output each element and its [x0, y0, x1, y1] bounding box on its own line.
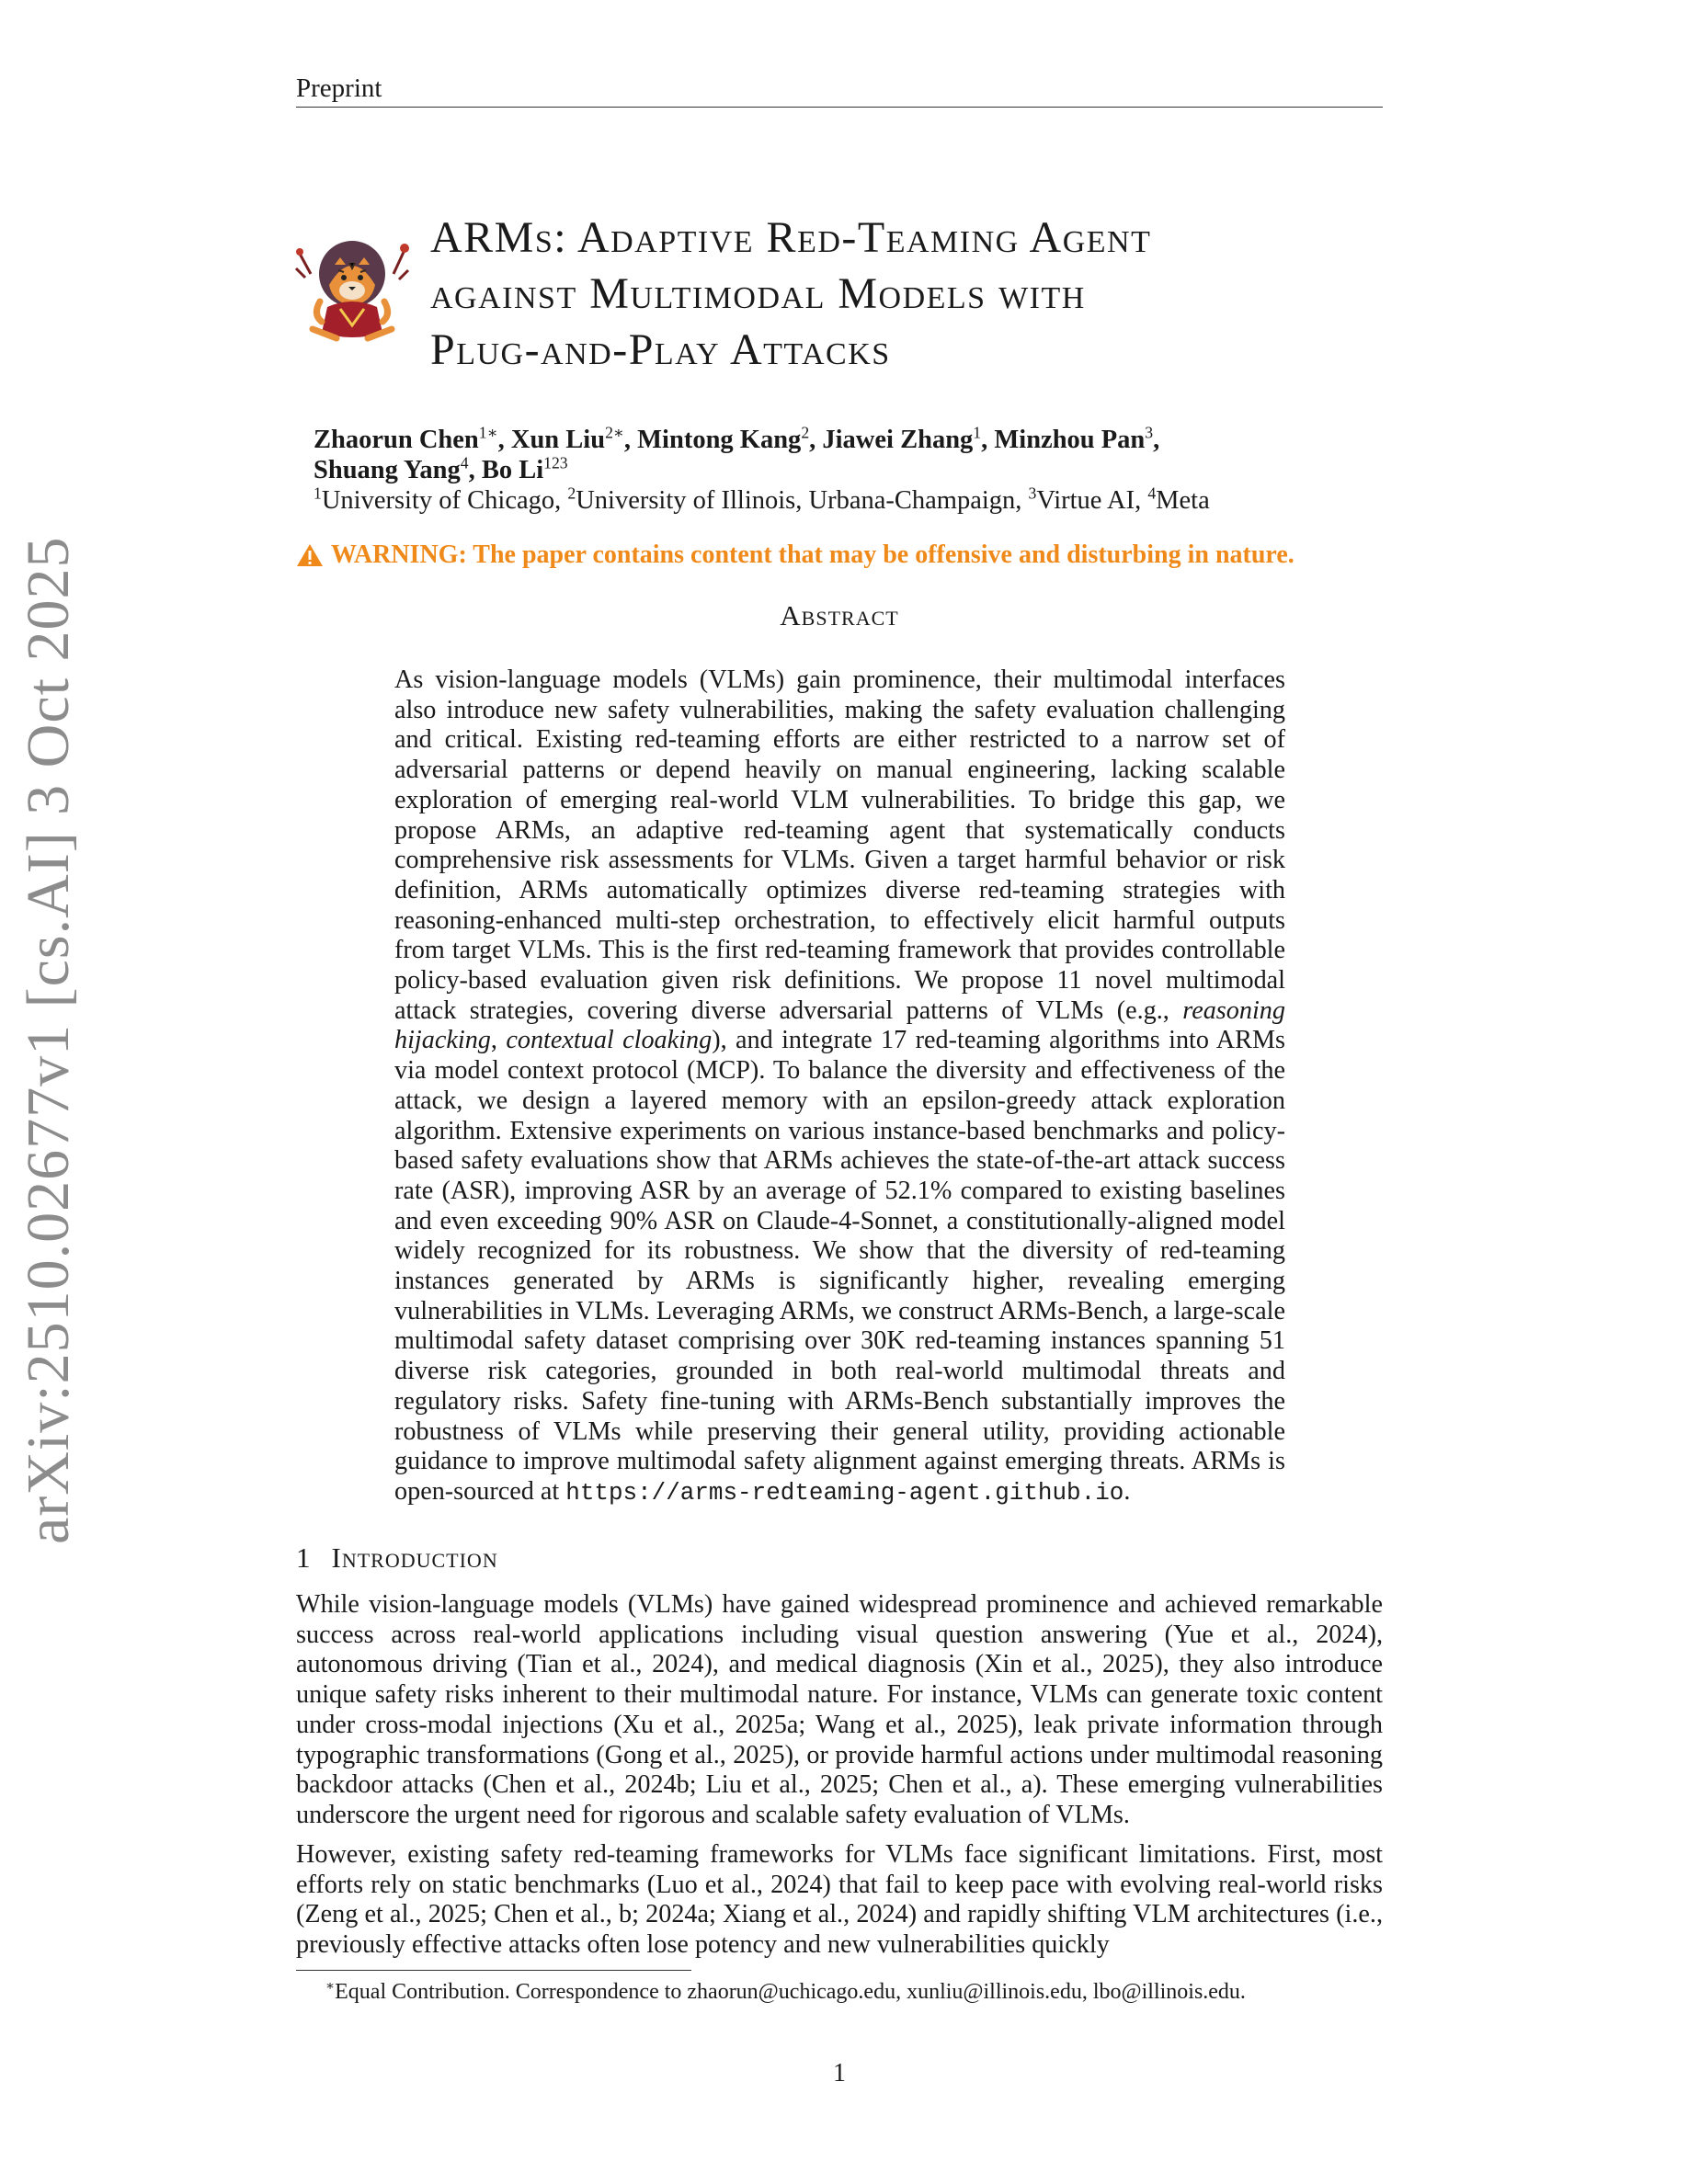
tiger-logo — [294, 237, 410, 342]
author-mark: 3 — [1145, 423, 1154, 442]
author-name: Bo Li — [481, 456, 544, 484]
author-name: Jiawei Zhang — [822, 426, 974, 454]
page-number: 1 — [833, 2059, 846, 2087]
author-name: Shuang Yang — [314, 456, 461, 484]
running-header — [296, 74, 1383, 108]
abstract-segment: . — [1123, 1476, 1131, 1506]
affiliation-mark: 1 — [314, 483, 322, 503]
intro-paragraph-1: While vision-language models (VLMs) have gained widespread prominence and achieved remarkable success across real-world applications including visual question answering (Yue et al., 2024), autonomous driving (Tian et al., 2024), and medical diagnosis (Xin et al., 2025), they also introduce unique safety risks inherent to their multimodal nature. For instance, VLMs can generate toxic content under cross-modal injections (Xu et al., 2025a; Wang et al., 2025), leak private information through typographic transformations (Gong et al., 2025), or provide harmful actions under multimodal reasoning backdoor attacks (Chen et al., 2024b; Liu et al., 2025; Chen et al., a). These emerging vulnerabilities underscore the urgent need for rigorous and scalable safety evaluation of VLMs. — [296, 1590, 1383, 1829]
affiliation: Virtue AI, — [1036, 486, 1148, 515]
abstract-segment: As vision-language models (VLMs) gain prominence, their multimodal interfaces also introduce new safety vulnerabilities, making the safety evaluation challenging and critical. Existing red-teaming efforts are either restricted to a narrow set of adversarial patterns or depend heavily on manual engineering, lacking scalable exploration of emerging real-world VLM vulnerabilities. To bridge this gap, we propose ARMs, an adaptive red-teaming agent that systematically conducts comprehensive risk assessments for VLMs. Given a target harmful behavior or risk definition, ARMs automatically optimizes diverse red-teaming strategies with reasoning-enhanced multi-step orchestration, to effectively elicit harmful outputs from target VLMs. This is the first red-teaming framework that provides controllable policy-based evaluation given risk definitions. We propose 11 novel multimodal attack strategies, covering diverse adversarial patterns of VLMs (e.g., — [394, 665, 1285, 1025]
intro-paragraph-2: However, existing safety red-teaming frameworks for VLMs face significant limitations. First, most efforts rely on static benchmarks (Luo et al., 2024) that fail to keep pace with evolving real-world risks (Zeng et al., 2025; Chen et al., b; 2024a; Xiang et al., 2024) and rapidly shifting VLM architectures (i.e., previously effective attacks often lose potency and new vulnerabilities quickly — [296, 1840, 1383, 1960]
author-mark: 2∗ — [605, 423, 624, 442]
footnote — [325, 1978, 1383, 2006]
author-name: Mintong Kang — [637, 426, 802, 454]
footnote-text: Equal Contribution. Correspondence to zhaorun@uchicago.edu, xunliu@illinois.edu, lbo@illinois.edu. — [335, 1980, 1246, 2004]
author-mark: 2 — [801, 423, 810, 442]
author-mark: 1 — [973, 423, 982, 442]
affiliation: Meta — [1156, 486, 1210, 515]
section-heading-introduction — [296, 1541, 1123, 1575]
project-url-link[interactable]: https://arms-redteaming-agent.github.io — [565, 1478, 1124, 1507]
running-head-text: Preprint — [296, 74, 382, 103]
abstract-italic: contextual cloaking — [506, 1026, 713, 1055]
affiliation-mark: 2 — [567, 483, 576, 503]
content-warning — [296, 540, 1381, 570]
abstract-italic: reasoning hijacking — [394, 995, 1285, 1055]
affiliation: University of Chicago, — [321, 486, 568, 515]
abstract-segment: , — [490, 1026, 507, 1055]
affiliation-mark: 3 — [1028, 483, 1037, 503]
arxiv-side-stamp[interactable]: arXiv:2510.02677v1 [cs.AI] 3 Oct 2025 — [15, 536, 82, 1544]
title-line-1: ARMs: Adaptive Red-Teaming Agent — [430, 213, 1152, 262]
affiliations — [314, 485, 1380, 516]
author-names: Zhaorun Chen$^{1∗}$, Xun Liu$^{2∗}$, Mintong Kang$^2$, Jiawei Zhang$^1$, Minzhou Pan$^3$, Shuang Yang$^4$, Bo Li$^{123}$ — [314, 423, 1160, 484]
warning-icon — [296, 542, 324, 568]
title-line-2: against Multimodal Models with — [430, 269, 1086, 318]
abstract-text — [394, 665, 1285, 1508]
warning-text: WARNING: The paper contains content that may be offensive and disturbing in nature. — [331, 540, 1295, 569]
author-block — [314, 425, 1380, 516]
author-mark: 1∗ — [478, 423, 498, 442]
abstract-segment: ), and integrate 17 red-teaming algorithms into ARMs via model context protocol (MCP). To balance the diversity and effectiveness of the attack, we design a layered memory with an epsilon-greedy attack exploration algorithm. Extensive experiments on various instance-based benchmarks and policy-based safety evaluations show that ARMs achieves the state-of-the-art attack success rate (ASR), improving ASR by an average of 52.1% compared to existing baselines and even exceeding 90% ASR on Claude-4-Sonnet, a constitutionally-aligned model widely recognized for its robustness. We show that the diversity of red-teaming instances generated by ARMs is significantly higher, revealing emerging vulnerabilities in VLMs. Leveraging ARMs, we construct ARMs-Bench, a large-scale multimodal safety dataset comprising over 30K red-teaming instances spanning 51 diverse risk categories, grounded in both real-world multimodal threats and regulatory risks. Safety fine-tuning with ARMs-Bench substantially improves the robustness of VLMs while preserving their general utility, providing actionable guidance to improve multimodal safety alignment against emerging threats. ARMs is open-sourced at — [394, 1026, 1285, 1506]
footnote-mark: ∗ — [325, 1979, 336, 1994]
author-mark: 4 — [460, 453, 469, 472]
author-name: Xun Liu — [510, 426, 606, 454]
affiliation: University of Illinois, Urbana-Champaign, — [576, 486, 1029, 515]
abstract-heading: Abstract — [780, 599, 899, 631]
section-title: Introduction — [331, 1541, 498, 1574]
title-line-3: Plug-and-Play Attacks — [430, 325, 891, 374]
author-name: Zhaorun Chen — [314, 426, 479, 454]
affiliation-mark: 4 — [1147, 483, 1157, 503]
section-number: 1 — [296, 1541, 312, 1574]
author-name: Minzhou Pan — [994, 426, 1146, 454]
paper-title — [430, 210, 1386, 378]
author-mark: 123 — [543, 453, 568, 472]
footnote-divider — [296, 1970, 691, 1971]
